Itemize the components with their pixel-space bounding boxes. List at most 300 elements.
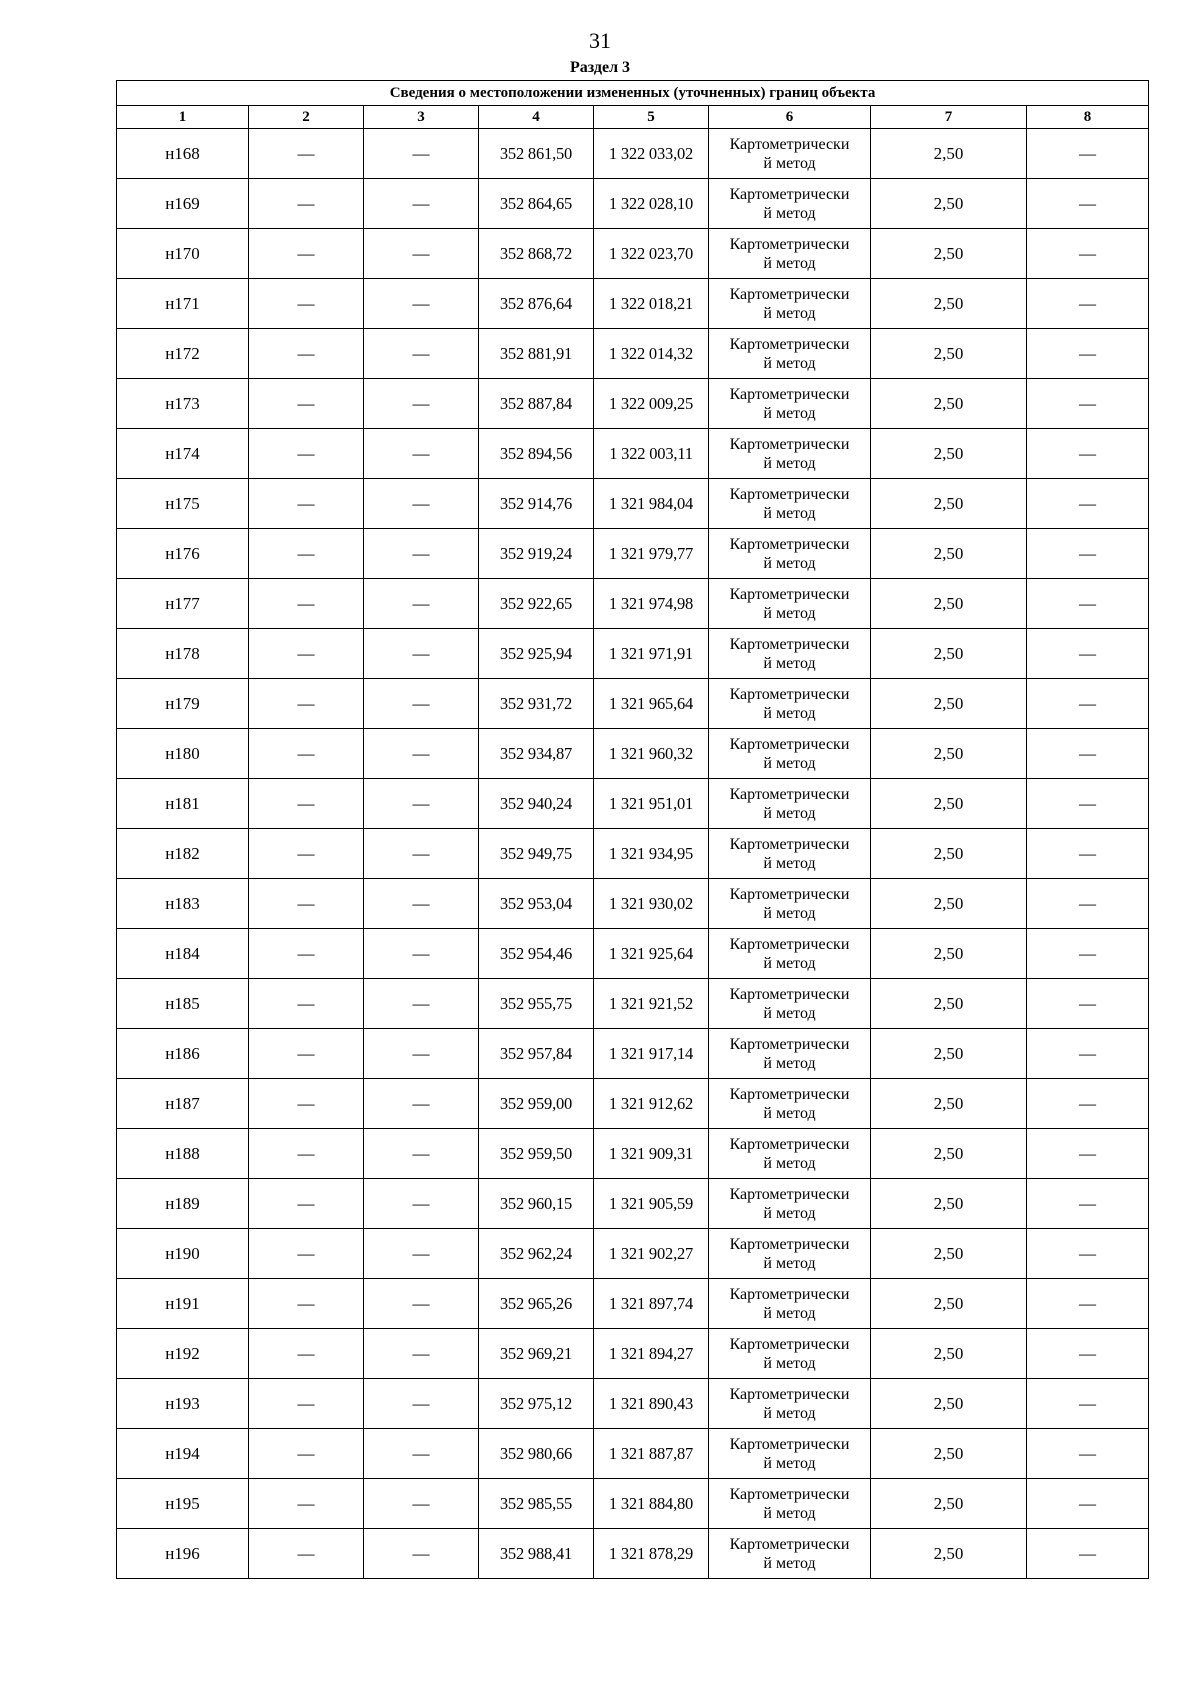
method-text-line-2: й метод: [763, 1354, 816, 1372]
accuracy-cell: 2,50: [871, 679, 1027, 729]
boundary-table: [116, 80, 1149, 1579]
method-text-line-2: й метод: [763, 1004, 816, 1022]
y-coordinate-cell: 1 321 878,29: [594, 1529, 709, 1579]
method-text-line-1: Картометрически: [729, 185, 850, 203]
method-text-line-2: й метод: [763, 504, 816, 522]
column-3-cell: —: [364, 829, 479, 879]
x-coordinate-cell: 352 955,75: [479, 979, 594, 1029]
table-row: [117, 829, 1149, 879]
method-text-line-1: Картометрически: [729, 735, 850, 753]
method-text-line-1: Картометрически: [729, 435, 850, 453]
column-8-cell: —: [1027, 1179, 1149, 1229]
column-2-cell: —: [249, 329, 364, 379]
accuracy-cell: 2,50: [871, 529, 1027, 579]
column-8-cell: —: [1027, 1029, 1149, 1079]
column-8-cell: —: [1027, 1279, 1149, 1329]
column-number-row: [117, 106, 1149, 129]
method-cell: [709, 479, 871, 529]
column-3-cell: —: [364, 1079, 479, 1129]
method-text-line-2: й метод: [763, 1254, 816, 1272]
accuracy-cell: 2,50: [871, 229, 1027, 279]
point-number-cell: н168: [117, 129, 249, 179]
column-8-cell: —: [1027, 279, 1149, 329]
x-coordinate-cell: 352 969,21: [479, 1329, 594, 1379]
method-cell: [709, 129, 871, 179]
x-coordinate-cell: 352 959,50: [479, 1129, 594, 1179]
table-row: [117, 529, 1149, 579]
point-number-cell: н178: [117, 629, 249, 679]
column-3-cell: —: [364, 1179, 479, 1229]
point-number-cell: н183: [117, 879, 249, 929]
y-coordinate-cell: 1 321 925,64: [594, 929, 709, 979]
point-number-cell: н184: [117, 929, 249, 979]
point-number-cell: н189: [117, 1179, 249, 1229]
y-coordinate-cell: 1 321 984,04: [594, 479, 709, 529]
method-cell: [709, 1029, 871, 1079]
method-text-line-2: й метод: [763, 454, 816, 472]
column-2-cell: —: [249, 779, 364, 829]
column-8-cell: —: [1027, 579, 1149, 629]
column-8-cell: —: [1027, 1529, 1149, 1579]
x-coordinate-cell: 352 980,66: [479, 1429, 594, 1479]
column-8-cell: —: [1027, 379, 1149, 429]
column-2-cell: —: [249, 929, 364, 979]
table-row: [117, 179, 1149, 229]
column-3-cell: —: [364, 1279, 479, 1329]
column-2-cell: —: [249, 1129, 364, 1179]
method-cell: [709, 1179, 871, 1229]
column-2-cell: —: [249, 1529, 364, 1579]
column-2-cell: —: [249, 1029, 364, 1079]
column-3-cell: —: [364, 879, 479, 929]
column-8-cell: —: [1027, 1429, 1149, 1479]
x-coordinate-cell: 352 940,24: [479, 779, 594, 829]
column-8-cell: —: [1027, 979, 1149, 1029]
column-2-cell: —: [249, 129, 364, 179]
column-3-cell: —: [364, 329, 479, 379]
column-3-cell: —: [364, 179, 479, 229]
y-coordinate-cell: 1 322 023,70: [594, 229, 709, 279]
column-2-cell: —: [249, 1279, 364, 1329]
column-3-cell: —: [364, 129, 479, 179]
point-number-cell: н177: [117, 579, 249, 629]
y-coordinate-cell: 1 321 902,27: [594, 1229, 709, 1279]
y-coordinate-cell: 1 321 909,31: [594, 1129, 709, 1179]
y-coordinate-cell: 1 322 028,10: [594, 179, 709, 229]
table-row: [117, 579, 1149, 629]
y-coordinate-cell: 1 321 887,87: [594, 1429, 709, 1479]
method-text-line-2: й метод: [763, 1554, 816, 1572]
method-text-line-1: Картометрически: [729, 1235, 850, 1253]
accuracy-cell: 2,50: [871, 979, 1027, 1029]
method-text-line-2: й метод: [763, 554, 816, 572]
method-text-line-2: й метод: [763, 654, 816, 672]
column-8-cell: —: [1027, 779, 1149, 829]
accuracy-cell: 2,50: [871, 879, 1027, 929]
method-text-line-1: Картометрически: [729, 1535, 850, 1553]
accuracy-cell: 2,50: [871, 1279, 1027, 1329]
x-coordinate-cell: 352 868,72: [479, 229, 594, 279]
accuracy-cell: 2,50: [871, 379, 1027, 429]
accuracy-cell: 2,50: [871, 1129, 1027, 1179]
method-text-line-2: й метод: [763, 254, 816, 272]
y-coordinate-cell: 1 321 979,77: [594, 529, 709, 579]
point-number-cell: н186: [117, 1029, 249, 1079]
method-cell: [709, 579, 871, 629]
method-text-line-2: й метод: [763, 204, 816, 222]
table-row: [117, 429, 1149, 479]
y-coordinate-cell: 1 321 894,27: [594, 1329, 709, 1379]
accuracy-cell: 2,50: [871, 179, 1027, 229]
table-row: [117, 729, 1149, 779]
y-coordinate-cell: 1 321 890,43: [594, 1379, 709, 1429]
column-number-8: 8: [1027, 106, 1149, 129]
x-coordinate-cell: 352 954,46: [479, 929, 594, 979]
column-number-7: 7: [871, 106, 1027, 129]
point-number-cell: н173: [117, 379, 249, 429]
accuracy-cell: 2,50: [871, 929, 1027, 979]
method-cell: [709, 1129, 871, 1179]
column-2-cell: —: [249, 479, 364, 529]
method-text-line-2: й метод: [763, 954, 816, 972]
method-cell: [709, 829, 871, 879]
x-coordinate-cell: 352 975,12: [479, 1379, 594, 1429]
y-coordinate-cell: 1 321 951,01: [594, 779, 709, 829]
column-8-cell: —: [1027, 1329, 1149, 1379]
table-row: [117, 129, 1149, 179]
x-coordinate-cell: 352 962,24: [479, 1229, 594, 1279]
column-3-cell: —: [364, 479, 479, 529]
column-3-cell: —: [364, 1379, 479, 1429]
method-text-line-1: Картометрически: [729, 1185, 850, 1203]
x-coordinate-cell: 352 949,75: [479, 829, 594, 879]
column-3-cell: —: [364, 1029, 479, 1079]
point-number-cell: н196: [117, 1529, 249, 1579]
method-text-line-2: й метод: [763, 1204, 816, 1222]
accuracy-cell: 2,50: [871, 729, 1027, 779]
table-row: [117, 629, 1149, 679]
column-number-3: 3: [364, 106, 479, 129]
column-8-cell: —: [1027, 1129, 1149, 1179]
y-coordinate-cell: 1 322 003,11: [594, 429, 709, 479]
method-cell: [709, 429, 871, 479]
x-coordinate-cell: 352 894,56: [479, 429, 594, 479]
method-text-line-2: й метод: [763, 304, 816, 322]
accuracy-cell: 2,50: [871, 1229, 1027, 1279]
column-2-cell: —: [249, 1429, 364, 1479]
column-3-cell: —: [364, 1429, 479, 1479]
x-coordinate-cell: 352 985,55: [479, 1479, 594, 1529]
column-2-cell: —: [249, 1329, 364, 1379]
method-cell: [709, 229, 871, 279]
column-8-cell: —: [1027, 679, 1149, 729]
column-3-cell: —: [364, 1529, 479, 1579]
column-8-cell: —: [1027, 129, 1149, 179]
y-coordinate-cell: 1 321 934,95: [594, 829, 709, 879]
table-row: [117, 329, 1149, 379]
column-2-cell: —: [249, 529, 364, 579]
column-8-cell: —: [1027, 829, 1149, 879]
column-3-cell: —: [364, 929, 479, 979]
x-coordinate-cell: 352 914,76: [479, 479, 594, 529]
point-number-cell: н170: [117, 229, 249, 279]
method-text-line-1: Картометрически: [729, 985, 850, 1003]
column-2-cell: —: [249, 829, 364, 879]
column-3-cell: —: [364, 1129, 479, 1179]
table-row: [117, 679, 1149, 729]
column-8-cell: —: [1027, 1479, 1149, 1529]
method-text-line-1: Картометрически: [729, 1285, 850, 1303]
column-2-cell: —: [249, 279, 364, 329]
y-coordinate-cell: 1 321 921,52: [594, 979, 709, 1029]
column-3-cell: —: [364, 629, 479, 679]
accuracy-cell: 2,50: [871, 329, 1027, 379]
column-8-cell: —: [1027, 1079, 1149, 1129]
x-coordinate-cell: 352 965,26: [479, 1279, 594, 1329]
column-2-cell: —: [249, 879, 364, 929]
point-number-cell: н174: [117, 429, 249, 479]
column-3-cell: —: [364, 379, 479, 429]
column-2-cell: —: [249, 379, 364, 429]
method-text-line-2: й метод: [763, 754, 816, 772]
column-8-cell: —: [1027, 229, 1149, 279]
column-2-cell: —: [249, 1079, 364, 1129]
method-text-line-1: Картометрически: [729, 1435, 850, 1453]
column-2-cell: —: [249, 1379, 364, 1429]
method-cell: [709, 679, 871, 729]
method-text-line-1: Картометрически: [729, 1385, 850, 1403]
table-row: [117, 1029, 1149, 1079]
accuracy-cell: 2,50: [871, 629, 1027, 679]
column-number-2: 2: [249, 106, 364, 129]
x-coordinate-cell: 352 876,64: [479, 279, 594, 329]
table-row: [117, 229, 1149, 279]
method-text-line-1: Картометрически: [729, 1035, 850, 1053]
column-3-cell: —: [364, 779, 479, 829]
y-coordinate-cell: 1 321 905,59: [594, 1179, 709, 1229]
column-3-cell: —: [364, 429, 479, 479]
table-row: [117, 1129, 1149, 1179]
point-number-cell: н180: [117, 729, 249, 779]
method-text-line-1: Картометрически: [729, 585, 850, 603]
method-text-line-1: Картометрически: [729, 335, 850, 353]
point-number-cell: н182: [117, 829, 249, 879]
method-text-line-1: Картометрически: [729, 1085, 850, 1103]
column-3-cell: —: [364, 979, 479, 1029]
method-text-line-2: й метод: [763, 804, 816, 822]
method-cell: [709, 929, 871, 979]
y-coordinate-cell: 1 321 974,98: [594, 579, 709, 629]
x-coordinate-cell: 352 953,04: [479, 879, 594, 929]
table-row: [117, 1229, 1149, 1279]
method-text-line-2: й метод: [763, 1504, 816, 1522]
column-2-cell: —: [249, 729, 364, 779]
y-coordinate-cell: 1 322 033,02: [594, 129, 709, 179]
table-row: [117, 1179, 1149, 1229]
accuracy-cell: 2,50: [871, 1179, 1027, 1229]
accuracy-cell: 2,50: [871, 829, 1027, 879]
x-coordinate-cell: 352 988,41: [479, 1529, 594, 1579]
point-number-cell: н175: [117, 479, 249, 529]
column-8-cell: —: [1027, 929, 1149, 979]
column-3-cell: —: [364, 729, 479, 779]
method-cell: [709, 179, 871, 229]
table-row: [117, 1079, 1149, 1129]
table-caption: Сведения о местоположении измененных (уточненных) границ объекта: [117, 81, 1149, 106]
column-2-cell: —: [249, 229, 364, 279]
table-row: [117, 1479, 1149, 1529]
column-2-cell: —: [249, 1179, 364, 1229]
y-coordinate-cell: 1 321 971,91: [594, 629, 709, 679]
column-2-cell: —: [249, 1479, 364, 1529]
method-cell: [709, 1329, 871, 1379]
method-cell: [709, 879, 871, 929]
method-text-line-2: й метод: [763, 154, 816, 172]
method-cell: [709, 1079, 871, 1129]
accuracy-cell: 2,50: [871, 1029, 1027, 1079]
method-cell: [709, 779, 871, 829]
table-row: [117, 1529, 1149, 1579]
column-3-cell: —: [364, 1479, 479, 1529]
point-number-cell: н187: [117, 1079, 249, 1129]
column-8-cell: —: [1027, 629, 1149, 679]
method-cell: [709, 379, 871, 429]
column-2-cell: —: [249, 679, 364, 729]
table-row: [117, 929, 1149, 979]
y-coordinate-cell: 1 321 884,80: [594, 1479, 709, 1529]
accuracy-cell: 2,50: [871, 1479, 1027, 1529]
method-cell: [709, 1429, 871, 1479]
point-number-cell: н195: [117, 1479, 249, 1529]
column-3-cell: —: [364, 529, 479, 579]
column-2-cell: —: [249, 579, 364, 629]
column-3-cell: —: [364, 579, 479, 629]
table-row: [117, 979, 1149, 1029]
column-number-5: 5: [594, 106, 709, 129]
x-coordinate-cell: 352 864,65: [479, 179, 594, 229]
method-cell: [709, 1229, 871, 1279]
column-8-cell: —: [1027, 729, 1149, 779]
point-number-cell: н191: [117, 1279, 249, 1329]
table-row: [117, 279, 1149, 329]
method-text-line-1: Картометрически: [729, 285, 850, 303]
point-number-cell: н192: [117, 1329, 249, 1379]
y-coordinate-cell: 1 321 960,32: [594, 729, 709, 779]
method-text-line-1: Картометрически: [729, 485, 850, 503]
method-text-line-1: Картометрически: [729, 635, 850, 653]
method-text-line-2: й метод: [763, 1404, 816, 1422]
method-text-line-2: й метод: [763, 1104, 816, 1122]
method-text-line-1: Картометрически: [729, 685, 850, 703]
y-coordinate-cell: 1 321 965,64: [594, 679, 709, 729]
point-number-cell: н193: [117, 1379, 249, 1429]
column-3-cell: —: [364, 1229, 479, 1279]
method-text-line-2: й метод: [763, 704, 816, 722]
method-text-line-1: Картометрически: [729, 385, 850, 403]
method-text-line-2: й метод: [763, 354, 816, 372]
x-coordinate-cell: 352 960,15: [479, 1179, 594, 1229]
method-cell: [709, 329, 871, 379]
table-row: [117, 1279, 1149, 1329]
point-number-cell: н190: [117, 1229, 249, 1279]
accuracy-cell: 2,50: [871, 429, 1027, 479]
column-8-cell: —: [1027, 529, 1149, 579]
y-coordinate-cell: 1 322 014,32: [594, 329, 709, 379]
x-coordinate-cell: 352 922,65: [479, 579, 594, 629]
column-8-cell: —: [1027, 1229, 1149, 1279]
y-coordinate-cell: 1 322 018,21: [594, 279, 709, 329]
column-2-cell: —: [249, 629, 364, 679]
method-text-line-1: Картометрически: [729, 535, 850, 553]
table-row: [117, 879, 1149, 929]
accuracy-cell: 2,50: [871, 779, 1027, 829]
method-text-line-2: й метод: [763, 1454, 816, 1472]
table-row: [117, 1379, 1149, 1429]
column-8-cell: —: [1027, 329, 1149, 379]
x-coordinate-cell: 352 925,94: [479, 629, 594, 679]
method-text-line-1: Картометрически: [729, 135, 850, 153]
point-number-cell: н179: [117, 679, 249, 729]
method-text-line-2: й метод: [763, 1154, 816, 1172]
column-8-cell: —: [1027, 429, 1149, 479]
method-text-line-1: Картометрически: [729, 1335, 850, 1353]
method-cell: [709, 629, 871, 679]
y-coordinate-cell: 1 321 930,02: [594, 879, 709, 929]
method-text-line-1: Картометрически: [729, 235, 850, 253]
method-cell: [709, 529, 871, 579]
method-text-line-1: Картометрически: [729, 1135, 850, 1153]
method-text-line-2: й метод: [763, 854, 816, 872]
x-coordinate-cell: 352 931,72: [479, 679, 594, 729]
column-2-cell: —: [249, 979, 364, 1029]
accuracy-cell: 2,50: [871, 129, 1027, 179]
accuracy-cell: 2,50: [871, 1329, 1027, 1379]
point-number-cell: н169: [117, 179, 249, 229]
method-cell: [709, 1529, 871, 1579]
table-body: [117, 129, 1149, 1579]
column-8-cell: —: [1027, 179, 1149, 229]
point-number-cell: н181: [117, 779, 249, 829]
column-2-cell: —: [249, 1229, 364, 1279]
column-number-4: 4: [479, 106, 594, 129]
method-cell: [709, 1379, 871, 1429]
x-coordinate-cell: 352 861,50: [479, 129, 594, 179]
table-row: [117, 779, 1149, 829]
accuracy-cell: 2,50: [871, 1429, 1027, 1479]
method-text-line-1: Картометрически: [729, 1485, 850, 1503]
method-text-line-2: й метод: [763, 404, 816, 422]
accuracy-cell: 2,50: [871, 1079, 1027, 1129]
x-coordinate-cell: 352 959,00: [479, 1079, 594, 1129]
column-2-cell: —: [249, 429, 364, 479]
table-row: [117, 479, 1149, 529]
column-3-cell: —: [364, 229, 479, 279]
column-number-1: 1: [117, 106, 249, 129]
column-3-cell: —: [364, 679, 479, 729]
point-number-cell: н176: [117, 529, 249, 579]
column-3-cell: —: [364, 1329, 479, 1379]
y-coordinate-cell: 1 322 009,25: [594, 379, 709, 429]
accuracy-cell: 2,50: [871, 479, 1027, 529]
method-text-line-1: Картометрически: [729, 885, 850, 903]
y-coordinate-cell: 1 321 912,62: [594, 1079, 709, 1129]
y-coordinate-cell: 1 321 897,74: [594, 1279, 709, 1329]
point-number-cell: н171: [117, 279, 249, 329]
column-3-cell: —: [364, 279, 479, 329]
method-cell: [709, 729, 871, 779]
point-number-cell: н185: [117, 979, 249, 1029]
section-title: Раздел 3: [569, 59, 631, 76]
